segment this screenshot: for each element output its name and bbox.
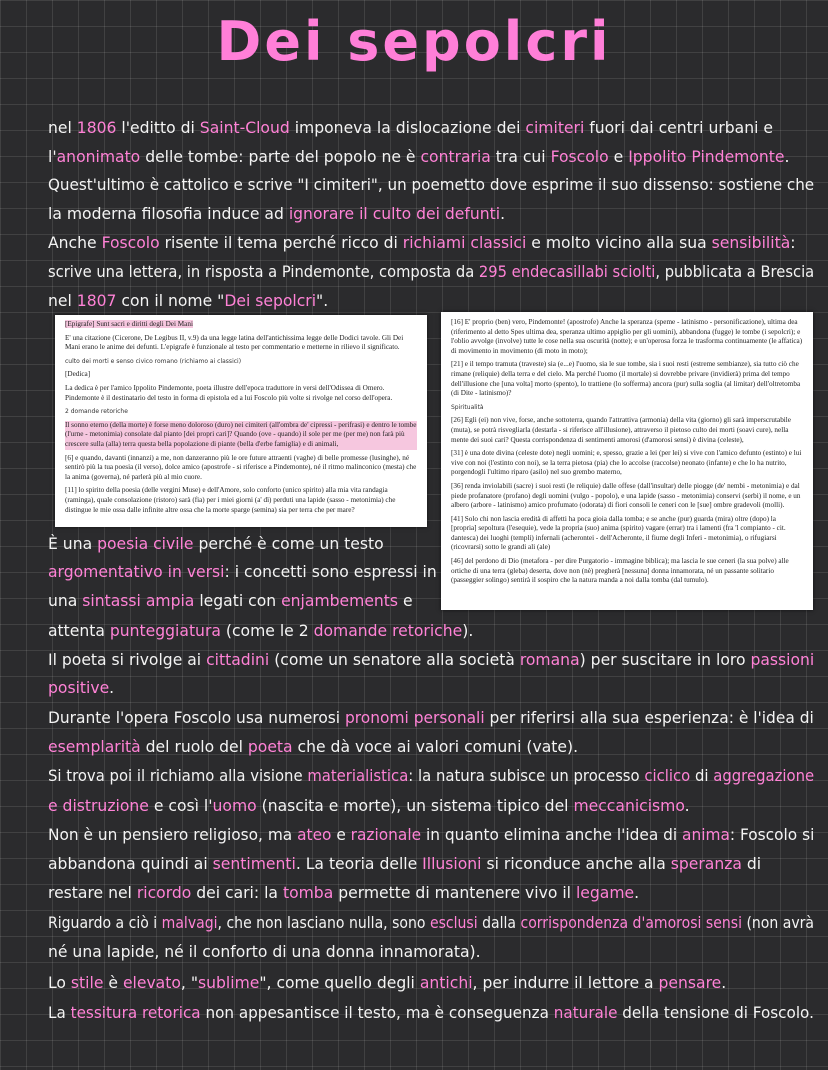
note-text: , " (180, 974, 198, 992)
note-line (48, 561, 437, 583)
note-text: della tensione di Foscolo. (617, 1004, 814, 1022)
highlighted-text: sentimenti (212, 855, 296, 873)
highlighted-text: 1807 (76, 292, 117, 310)
highlighted-text: contraria (420, 148, 491, 166)
note-text: e (608, 148, 629, 166)
note-text: e (398, 592, 413, 610)
note-text: in quanto elimina anche l'idea di (421, 826, 683, 844)
doc1-paragraph-3: Il sonno eterno (della morte) è forse meno doloroso (duro) nei cimiteri (all'ombra de' cipressi - perifrasi) e dentro le tombe (l'urne - metonimia) consolate dal pianto [dei propri cari]? Quando (ove - quando) il sole per me (per me) non farà più crescere sulla (alla) terra questa bella popolazione di piante (bella d'erbe famiglia) e di animali, (65, 420, 417, 448)
document-image-left (55, 315, 427, 527)
note-text: Durante l'opera Foscolo usa numerosi (48, 709, 346, 727)
highlighted-text: ateo (297, 826, 332, 844)
note-text: Il poeta si rivolge ai (48, 651, 207, 669)
note-text: : la natura subisce un processo (408, 767, 645, 785)
note-text: fuori dai centri urbani e (584, 119, 773, 137)
note-text: l' (48, 148, 57, 166)
note-text: la moderna filosofia induce ad (48, 205, 289, 223)
note-line (48, 232, 796, 254)
doc2-paragraph-7: [46] del perdono di Dio (metafora - per dire Purgatorio - immagine biblica); ma lascia le sue ceneri (la sua polve) alle ortiche di una terra (gleba) deserta, dove non (nè) pregherà [nessuna] donna innamorata, né un passante solitario (passeggier solingo) sentirà il sospiro che la natura manda a noi dalla tomba (dal tumulo). (451, 557, 789, 585)
note-line (48, 649, 814, 671)
highlighted-text: poeta (247, 738, 293, 756)
note-text: né una lapide, né il conforto di una donna innamorata). (48, 943, 481, 961)
highlighted-text: naturale (553, 1004, 618, 1022)
note-line (48, 117, 773, 139)
highlighted-text: enjambements (281, 592, 399, 610)
note-text: di (741, 855, 762, 873)
note-line (48, 174, 814, 196)
note-text: . (721, 974, 727, 992)
highlighted-text: romana (519, 651, 580, 669)
highlighted-text: corrispondenza d'amorosi sensi (520, 914, 742, 932)
note-text: abbandona quindi ai (48, 855, 213, 873)
note-text: (come un senatore alla società (269, 651, 520, 669)
note-text: ", come quello degli (259, 974, 420, 992)
note-text: ". (316, 292, 329, 310)
doc2-paragraph-1: [16] E' proprio (ben) vero, Pindemonte! (apostrofe) Anche la speranza (speme - latinismo - personificazione), ultima dea (riferimento al detto Spes ultima dea, speranza ultimo appiglio per gli uomini), abbandona (fugge) le tombe (i sepolcri); e l'oblio avvolge (involve) tutte le cose nella sua oscurità (notte); e un'operosa forza le trasforma continuamente (le affatica) di movimento in movimento (di moto in moto); (451, 318, 803, 355)
note-line (48, 912, 814, 934)
highlighted-text: poesia civile (97, 535, 194, 553)
note-text: : (790, 234, 796, 252)
highlighted-text: esemplarità (48, 738, 141, 756)
doc2-paragraph-5: [36] renda inviolabili (sacre) i suoi resti (le reliquie) dalle offese (dall'insultar) delle piogge (de' nembi - metonimia) e dal piede profanatore (profano) degli uomini (vulgo - popolo), e una lapide (sasso - metonimia) conservi (serbi) il nome, e un albero (arbore - latinismo) amico profumato (odorata) di fiori consoli le ceneri con le [sue] ombre gradevoli (molli). (451, 481, 801, 510)
highlighted-text: passioni (750, 651, 815, 669)
highlighted-text: cimiteri (525, 119, 585, 137)
note-text: (come le 2 (220, 622, 314, 640)
note-text: nel (48, 292, 77, 310)
doc2-paragraph-6: [41] Solo chi non lascia eredità di affetti ha poca gioia dalla tomba; e se anche (pur) guarda (mira) oltre (dopo) la [propria] sepoltura (l'esequie), vede la propria (suo) anima (spirito) vagare (errar) tra i lamenti (fra 'l compianto - cit. dantesca) dei luoghi (templi) infernali (acherontei - dell'Acheronte, il fiume degli Inferi - metonimia), o rifugiarsi (ricovrarsi) sotto le grandi ali (ale) (451, 514, 786, 552)
highlighted-text: antichi (419, 974, 473, 992)
highlighted-text: aggregazione (713, 767, 815, 785)
note-text: delle tombe: parte del popolo ne è (140, 148, 421, 166)
highlighted-text: Foscolo (550, 148, 609, 166)
highlighted-text: ignorare il culto dei defunti (288, 205, 501, 223)
note-line (48, 853, 761, 875)
note-line (48, 1002, 814, 1024)
note-text: Anche (48, 234, 102, 252)
note-text: ) per suscitare in loro (579, 651, 751, 669)
highlighted-text: ricordo (136, 884, 192, 902)
highlighted-text: pensare (658, 974, 722, 992)
note-text: . La teoria delle (295, 855, 423, 873)
highlighted-text: materialistica (307, 767, 409, 785)
note-text: e così l' (148, 797, 213, 815)
note-line (48, 590, 413, 612)
note-text: attenta (48, 622, 110, 640)
highlighted-text: Illusioni (422, 855, 482, 873)
note-line (48, 677, 114, 699)
highlighted-text: ciclico (644, 767, 691, 785)
note-text: . (500, 205, 506, 223)
note-text: . (684, 797, 690, 815)
doc1-paragraph-5: [11] lo spirito della poesia (delle vergini Muse) e dell'Amore, solo conforto (unico spirito) alla mia vita randagia (raminga), quale consolazione (ristoro) sarà (fia) per i miei giorni (a' dì) perduti una lapide (sasso - metonimia) che distingue le mie ossa dalle infinite altre ossa che la morte sparge (semina) sia per terra che per mare? (65, 486, 396, 514)
note-line (48, 824, 814, 846)
note-line (48, 972, 726, 994)
highlighted-text: tessitura retorica (70, 1004, 201, 1022)
note-text: Riguardo a ciò i (48, 914, 162, 932)
note-line (48, 941, 481, 963)
note-text: Lo (48, 974, 71, 992)
highlighted-text: malvagi (161, 914, 218, 932)
highlighted-text: argomentativo in versi (48, 563, 225, 581)
note-text: del ruolo del (140, 738, 248, 756)
highlighted-text: anima (682, 826, 730, 844)
note-text: , pubblicata a Brescia (655, 263, 815, 281)
note-line (48, 261, 814, 283)
note-text: e (331, 826, 351, 844)
note-text: Quest'ultimo è cattolico e scrive "I cimiteri", un poemetto dove esprime il suo dissenso: sostiene che (48, 176, 815, 194)
doc1-paragraph-1: E' una citazione (Cicerone, De Legibus II, v.9) da una legge latina dell'antichissima legge delle Dodici tavole. Gli Dei Mani erano le anime dei defunti. L'epigrafe è funzionale al testo per commentario e metterne in rilievo il significato. (65, 333, 404, 352)
note-text: restare nel (48, 884, 137, 902)
note-text: nel (48, 119, 77, 137)
highlighted-text: razionale (350, 826, 422, 844)
highlighted-text: e distruzione (48, 797, 149, 815)
highlighted-text: domande retoriche (313, 622, 463, 640)
highlighted-text: 295 endecasillabi sciolti (478, 263, 656, 281)
note-text: dalla (477, 914, 521, 932)
highlighted-text: sensibilità (711, 234, 791, 252)
doc1-handwritten-note-1: culto dei morti e senso civico romano (richiamo ai classici) (65, 357, 242, 365)
note-text: che dà voce ai valori comuni (vate). (292, 738, 579, 756)
note-text: Si trova poi il richiamo alla visione (48, 767, 308, 785)
note-text: dei cari: la (191, 884, 283, 902)
highlighted-text: elevato (122, 974, 181, 992)
highlighted-text: speranza (670, 855, 742, 873)
doc1-handwritten-note-2: 2 domande retoriche (65, 408, 128, 416)
note-line (48, 290, 328, 312)
note-line (48, 203, 505, 225)
note-line (48, 146, 789, 168)
note-text: legati con (194, 592, 282, 610)
doc1-dedica-heading: [Dedica] (65, 370, 91, 379)
highlighted-text: pronomi personali (345, 709, 485, 727)
highlighted-text: anonimato (56, 148, 141, 166)
note-text: perché è come un testo (193, 535, 384, 553)
note-text: imponeva la dislocazione dei (289, 119, 526, 137)
note-text: Non è un pensiero religioso, ma (48, 826, 298, 844)
highlighted-text: legame (575, 884, 635, 902)
note-text: tra cui (490, 148, 551, 166)
note-text: . (784, 148, 790, 166)
highlighted-text: cittadini (206, 651, 270, 669)
note-line (48, 736, 578, 758)
note-text: La (48, 1004, 71, 1022)
highlighted-text: uomo (212, 797, 257, 815)
note-text: . (109, 679, 115, 697)
note-text: scrive una lettera, in risposta a Pindemonte, composta da (48, 263, 479, 281)
highlighted-text: sublime (198, 974, 260, 992)
highlighted-text: esclusi (429, 914, 478, 932)
doc1-paragraph-4: [6] e quando, davanti (innanzi) a me, non danzeranno più le ore future attraenti (vaghe) di belle promesse (lusinghe), né sentirò più la tua poesia (il verso), dolce amico (apostrofe - si riferisce a Pindemonte), né il ritmo malinconico (mesta) che la anima (governa), né parlerà più al mio cuore. (65, 453, 417, 481)
note-text: . (634, 884, 640, 902)
note-line (48, 707, 814, 729)
highlighted-text: sintassi ampia (82, 592, 195, 610)
highlighted-text: stile (70, 974, 104, 992)
note-text: è (103, 974, 123, 992)
document-image-right (441, 312, 813, 610)
note-line (48, 765, 814, 787)
note-text: una (48, 592, 83, 610)
note-text: e molto vicino alla sua (526, 234, 712, 252)
highlighted-text: tomba (282, 884, 334, 902)
note-text: si riconduce anche alla (481, 855, 671, 873)
highlighted-text: Ippolito Pindemonte (628, 148, 785, 166)
doc2-handwritten-note: Spiritualità (451, 403, 484, 411)
highlighted-text: Dei sepolcri (224, 292, 317, 310)
highlighted-text: richiami classici (402, 234, 527, 252)
note-text: per riferirsi alla sua esperienza: è l'idea di (484, 709, 814, 727)
note-line (48, 882, 639, 904)
highlighted-text: meccanicismo (573, 797, 685, 815)
note-text: (nascita e morte), un sistema tipico del (256, 797, 574, 815)
note-text: risente il tema perché ricco di (159, 234, 403, 252)
doc2-paragraph-3: [26] Egli (ei) non vive, forse, anche sottoterra, quando l'attrattiva (armonia) della vita (giorno) gli sarà imperscrutabile (muta), se potrà risvegliarla (destarla - si riferisce all'illusione), attraverso il pietoso culto dei morti (soavi cure), nella mente dei suoi cari? Questa corrispondenza di sentimenti amorosi (d'amorosi sensi) è divina (celeste), (451, 416, 791, 444)
doc1-paragraph-2: La dedica è per l'amico Ippolito Pindemonte, poeta illustre dell'epoca traduttore in versi dell'Odissea di Omero. Pindemonte è il destinatario del testo in forma di epistola ed a lui Foscolo più volte si rivolge nel corso dell'opera. (65, 383, 393, 402)
doc2-paragraph-4: [31] è una dote divina (celeste dote) negli uomini; e, spesso, grazie a lei (per lei) si vive con l'amico defunto (estinto) e lui vive con noi (l'estinto con noi), se la terra pietosa (pia) che lo accolse (raccolse) neonato (infante) e che lo ha nutrito, porgendogli l'ultimo riparo (asilo) nel suo grembo materno, (451, 449, 802, 477)
highlighted-text: positive (48, 679, 110, 697)
note-text: , per indurre il lettore a (472, 974, 659, 992)
highlighted-text: punteggiatura (109, 622, 221, 640)
note-text: È una (48, 535, 98, 553)
highlighted-text: Saint-Cloud (199, 119, 290, 137)
note-text: con il nome " (116, 292, 225, 310)
note-text: non appesantisce il testo, ma è conseguenza (200, 1004, 554, 1022)
note-text: l'editto di (116, 119, 200, 137)
note-line (48, 795, 690, 817)
note-text: , che non lasciano nulla, sono (217, 914, 430, 932)
doc2-paragraph-2: [21] e il tempo tramuta (traveste) sia (e...e) l'uomo, sia le sue tombe, sia i suoi resti (estreme sembianze), sia tutto ciò che rimane (reliquie) della terra e del cielo. Ma perché l'uomo (il mortale) si dovrebbe privare (invidierà) prima del tempo dell'illusione che [una volta] morto (spento), lo trattiene (lo sofferma) ancora (pur) sulla soglia (al limitar) dell'oltretomba (di Dite - latinismo)? (451, 360, 801, 398)
note-text: (non avrà (741, 914, 815, 932)
note-text: permette di mantenere vivo il (333, 884, 576, 902)
highlighted-text: Foscolo (101, 234, 160, 252)
note-text: : i concetti sono espressi in (224, 563, 437, 581)
note-text: : Foscolo si (729, 826, 815, 844)
highlighted-text: 1806 (76, 119, 117, 137)
note-line (48, 620, 473, 642)
note-text: di (690, 767, 714, 785)
note-line (48, 533, 384, 555)
note-text: ). (462, 622, 474, 640)
doc1-epigraph: [Epigrafe] Sunt sacri e diritti degli Dei Mani (65, 320, 193, 328)
page-title: Dei sepolcri (216, 10, 612, 73)
